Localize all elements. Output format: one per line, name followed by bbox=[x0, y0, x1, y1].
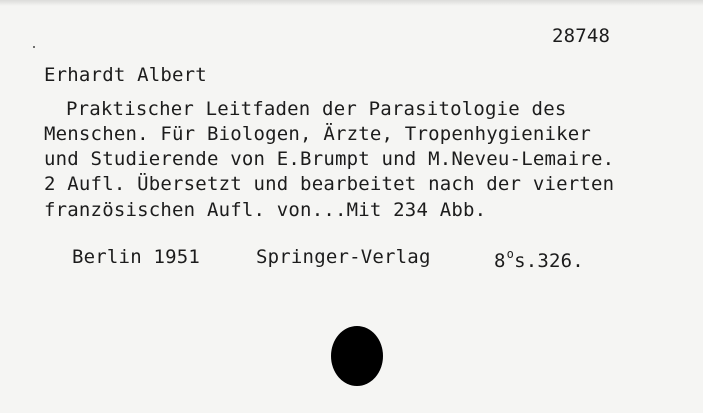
title-line-1: Praktischer Leitfaden der Parasitologie des bbox=[66, 98, 567, 120]
format-pages: s.326. bbox=[514, 250, 584, 272]
title-line-2: Menschen. Für Biologen, Ärzte, Tropenhygieniker bbox=[44, 123, 592, 145]
card-number: 28748 bbox=[552, 25, 611, 47]
title-line-5: französischen Aufl. von...Mit 234 Abb. bbox=[44, 199, 487, 221]
title-line-4: 2 Aufl. Übersetzt und bearbeitet nach der vierten bbox=[44, 173, 615, 195]
format-degree-mark: o bbox=[506, 247, 515, 261]
imprint-format bbox=[494, 248, 584, 271]
ink-speck bbox=[33, 46, 35, 48]
format-prefix: 8 bbox=[494, 250, 506, 272]
card-top-edge-shadow bbox=[0, 0, 703, 6]
title-line-3: und Studierende von E.Brumpt und M.Neveu-Lemaire. bbox=[44, 148, 615, 170]
imprint-place-year: Berlin 1951 bbox=[72, 246, 201, 268]
punch-hole bbox=[331, 326, 383, 386]
author-name: Erhardt Albert bbox=[44, 64, 207, 86]
imprint-publisher: Springer-Verlag bbox=[256, 246, 431, 268]
